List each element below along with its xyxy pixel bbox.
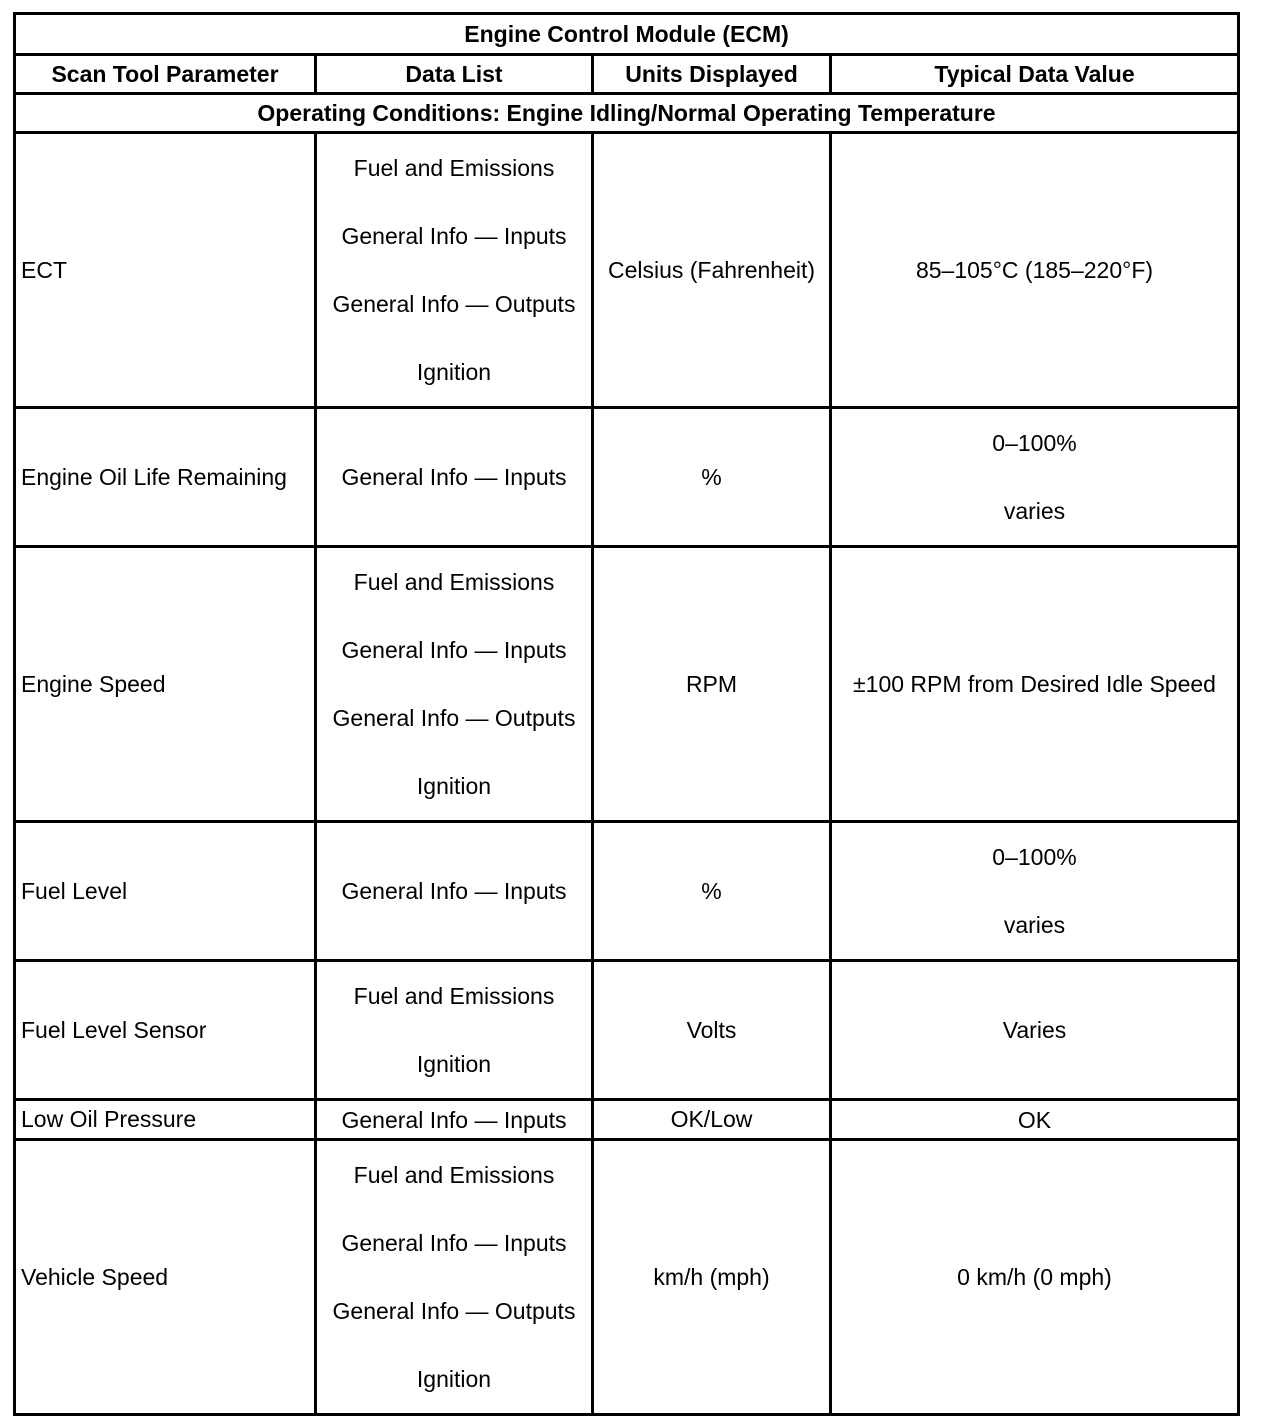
cell-units-displayed: %: [593, 408, 831, 547]
cell-data-list-line: Ignition: [416, 1051, 492, 1077]
cell-data-list-line: Fuel and Emissions: [353, 1162, 555, 1188]
cell-typical-data-value-line: 85–105°C (185–220°F): [915, 257, 1154, 283]
cell-typical-data-value-line: 0–100%: [992, 430, 1077, 456]
cell-data-list-line: General Info — Inputs: [341, 637, 567, 663]
cell-typical-data-value-line: ±100 RPM from Desired Idle Speed: [853, 671, 1216, 697]
cell-units-displayed: Celsius (Fahrenheit): [593, 133, 831, 408]
cell-typical-data-value-line: Varies: [1002, 1017, 1067, 1043]
cell-data-list: [316, 133, 593, 408]
cell-units-displayed: OK/Low: [593, 1100, 831, 1140]
cell-data-list-line: General Info — Inputs: [341, 464, 567, 490]
cell-data-list-line: General Info — Outputs: [332, 291, 576, 317]
table-row: [15, 408, 1239, 547]
ecm-data-table: [13, 12, 1240, 1416]
cell-data-list: [316, 822, 593, 961]
cell-data-list: [316, 961, 593, 1100]
table-row: [15, 547, 1239, 822]
cell-typical-data-value-line: OK: [1017, 1106, 1052, 1133]
cell-scan-tool-parameter: Fuel Level: [15, 822, 316, 961]
cell-data-list-line: General Info — Inputs: [341, 223, 567, 249]
table-row: [15, 822, 1239, 961]
cell-data-list-line: Fuel and Emissions: [353, 983, 555, 1009]
header-typical-data-value: Typical Data Value: [831, 55, 1239, 94]
cell-typical-data-value-line: 0–100%: [992, 844, 1077, 870]
cell-typical-data-value: [831, 547, 1239, 822]
cell-data-list-line: General Info — Inputs: [341, 1106, 567, 1133]
cell-data-list: [316, 1140, 593, 1415]
cell-scan-tool-parameter: Fuel Level Sensor: [15, 961, 316, 1100]
table-row: [15, 961, 1239, 1100]
cell-data-list-line: General Info — Inputs: [341, 878, 567, 904]
header-scan-tool-parameter: Scan Tool Parameter: [15, 55, 316, 94]
cell-typical-data-value: [831, 822, 1239, 961]
cell-units-displayed: km/h (mph): [593, 1140, 831, 1415]
cell-data-list-line: Fuel and Emissions: [353, 155, 555, 181]
cell-data-list-line: Fuel and Emissions: [353, 569, 555, 595]
cell-units-displayed: Volts: [593, 961, 831, 1100]
cell-scan-tool-parameter: Vehicle Speed: [15, 1140, 316, 1415]
cell-scan-tool-parameter: Engine Speed: [15, 547, 316, 822]
cell-data-list-line: General Info — Outputs: [332, 1298, 576, 1324]
cell-data-list-line: Ignition: [416, 1366, 492, 1392]
cell-data-list: [316, 1100, 593, 1140]
table-title: Engine Control Module (ECM): [15, 14, 1239, 55]
cell-data-list: [316, 408, 593, 547]
cell-scan-tool-parameter: Low Oil Pressure: [15, 1100, 316, 1140]
cell-typical-data-value-line: varies: [1003, 912, 1066, 938]
header-data-list: Data List: [316, 55, 593, 94]
cell-data-list-line: Ignition: [416, 359, 492, 385]
cell-typical-data-value-line: 0 km/h (0 mph): [957, 1264, 1112, 1290]
cell-typical-data-value: [831, 1140, 1239, 1415]
cell-typical-data-value-line: varies: [1003, 498, 1066, 524]
cell-data-list-line: General Info — Outputs: [332, 705, 576, 731]
cell-scan-tool-parameter: ECT: [15, 133, 316, 408]
ecm-data-table-page: [13, 12, 1237, 1416]
cell-typical-data-value: [831, 133, 1239, 408]
cell-units-displayed: RPM: [593, 547, 831, 822]
cell-units-displayed: %: [593, 822, 831, 961]
cell-typical-data-value: [831, 408, 1239, 547]
cell-data-list: [316, 547, 593, 822]
table-row: [15, 1100, 1239, 1140]
operating-conditions: Operating Conditions: Engine Idling/Normal Operating Temperature: [15, 94, 1239, 133]
table-row: [15, 133, 1239, 408]
cell-scan-tool-parameter: Engine Oil Life Remaining: [15, 408, 316, 547]
cell-typical-data-value: [831, 1100, 1239, 1140]
cell-data-list-line: Ignition: [416, 773, 492, 799]
table-row: [15, 1140, 1239, 1415]
cell-data-list-line: General Info — Inputs: [341, 1230, 567, 1256]
cell-typical-data-value: [831, 961, 1239, 1100]
table-body: [15, 133, 1239, 1415]
header-units-displayed: Units Displayed: [593, 55, 831, 94]
